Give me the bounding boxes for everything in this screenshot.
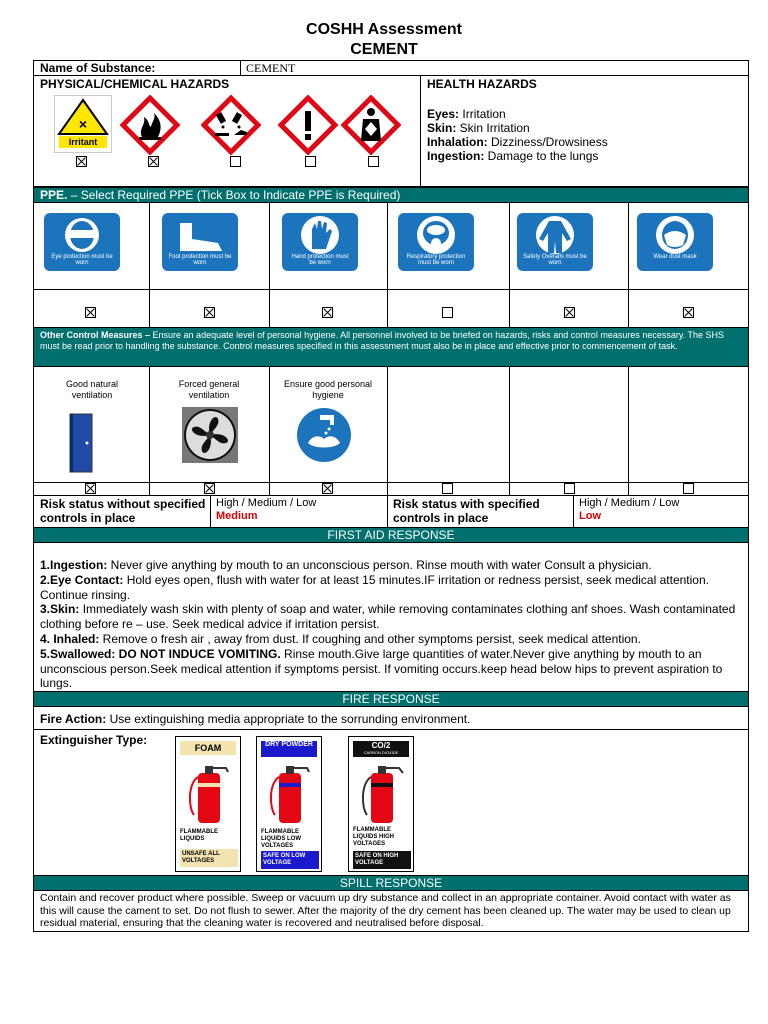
health-item-ingestion: Ingestion: Damage to the lungs: [427, 149, 599, 163]
exclamation-icon: [278, 95, 338, 155]
ppe-checkbox-eye[interactable]: [85, 307, 96, 318]
ppe-caption-dust-mask: Wear dust mask: [653, 254, 697, 260]
hazard-checkbox-flammable[interactable]: [148, 156, 159, 167]
fire-action-row: [33, 706, 749, 730]
ppe-dust-mask: [637, 213, 713, 271]
ppe-safety-overalls: [517, 213, 593, 271]
first-aid-item-swallowed: 5.Swallowed: DO NOT INDUCE VOMITING. Rinse mouth.Give large quantities of water.Never give anything by mouth to an unconscious person.Seek medical attention if symptoms persist. If vomiting occurs.keep head below hips to prevent aspiration to lungs.: [40, 646, 723, 691]
spill-text: Contain and recover product where possible. Sweep or vacuum up dry substance and collect in an appropriate container. Avoid contact with water as this will cause the cament to set. Do not flush to sewer. After the majority of the dry cement has been cleaned up. The water may be used to clean up residual material, ensuring that the cleaning water is recovered and neutralised before disposal.: [40, 892, 731, 929]
extinguisher-co2-flammable: FLAMMABLE LIQUIDS HIGH VOLTAGES: [353, 827, 395, 847]
health-hazard-icon: [341, 95, 401, 155]
hazard-checkbox-health[interactable]: [368, 156, 379, 167]
first-aid-item-eye: 2.Eye Contact: Hold eyes open, flush with water for at least 15 minutes.IF irritation or redness persist, seek medical attention. Continue rinsing.: [40, 572, 709, 602]
extinguisher-co2-safety: SAFE ON HIGH VOLTAGE: [353, 851, 411, 869]
ppe-respiratory-protection: [398, 213, 474, 271]
risk-with-scale: High / Medium / Low: [579, 497, 680, 509]
extinguisher-type-label: Extinguisher Type:: [40, 733, 148, 747]
control-checkbox-4[interactable]: [442, 483, 453, 494]
extinguisher-dry-powder-safety: SAFE ON LOW VOLTAGE: [261, 851, 319, 869]
control-checkbox-forced-ventilation[interactable]: [204, 483, 215, 494]
hazards-section: [33, 75, 749, 187]
spill-section: [33, 890, 749, 932]
irritant-symbol: [54, 95, 112, 153]
document-subtitle: CEMENT: [350, 41, 418, 58]
extinguisher-foam-flammable: FLAMMABLE LIQUIDS: [180, 829, 218, 842]
co2-extinguisher-icon: [357, 763, 407, 825]
risk-with-label: Risk status with specified controls in place: [393, 497, 540, 525]
control-checkbox-natural-ventilation[interactable]: [85, 483, 96, 494]
risk-with-value: Low: [579, 510, 601, 522]
svg-text:×: ×: [78, 116, 88, 132]
risk-without-scale: High / Medium / Low: [216, 497, 317, 509]
extinguisher-foam-label: FOAM: [180, 741, 236, 755]
hazard-checkbox-exclamation[interactable]: [305, 156, 316, 167]
extinguisher-co2: [348, 736, 414, 872]
health-hazards-list: [427, 107, 743, 163]
ppe-caption-eye: Eye protection must be worn: [51, 254, 113, 266]
first-aid-bar: [33, 527, 749, 543]
document-title: COSHH Assessment: [306, 21, 462, 38]
extinguisher-co2-sublabel: CARBON DIOXIDE: [363, 750, 399, 755]
health-item-eyes: Eyes: Irritation: [427, 107, 506, 121]
extinguisher-dry-powder: [256, 736, 322, 872]
substance-value: CEMENT: [246, 61, 296, 75]
foam-extinguisher-icon: [184, 763, 234, 825]
substance-row: [33, 60, 749, 76]
health-hazards-heading: HEALTH HAZARDS: [427, 77, 537, 91]
controls-grid: [33, 366, 749, 496]
hand-wash-icon: [296, 407, 352, 463]
control-measures-bar: [33, 327, 749, 367]
ppe-hand-protection: [282, 213, 358, 271]
spill-response-bar: [33, 875, 749, 891]
ppe-heading-text: – Select Required PPE (Tick Box to Indicate PPE is Required): [67, 188, 401, 202]
extinguisher-co2-label: CO/2: [371, 741, 391, 750]
first-aid-item-inhaled: 4. Inhaled: Remove o fresh air , away from dust. If coughing and other symptoms persist, seek medical attention.: [40, 631, 641, 646]
extinguisher-foam: [175, 736, 241, 872]
health-item-skin: Skin: Skin Irritation: [427, 121, 530, 135]
first-aid-item-ingestion: 1.Ingestion: Never give anything by mouth to an unconscious person. Rinse mouth with water Consult a physician.: [40, 558, 652, 572]
spill-response-heading: SPILL RESPONSE: [339, 876, 443, 890]
ppe-caption-overalls: Safety Overalls must be worn: [523, 254, 587, 266]
ppe-checkbox-dust-mask[interactable]: [683, 307, 694, 318]
hazard-checkbox-irritant[interactable]: [76, 156, 87, 167]
ppe-grid: [33, 202, 749, 328]
fire-response-bar: [33, 691, 749, 707]
fire-action: Fire Action: Use extinguishing media appropriate to the sorrunding environment.: [40, 712, 471, 726]
irritant-label: Irritant: [68, 137, 98, 147]
risk-without-value: Medium: [216, 510, 258, 522]
control-label-hygiene: Ensure good personal hygiene: [283, 379, 373, 400]
ppe-caption-respiratory: Respiratory protection must be worn: [406, 254, 466, 266]
risk-row: [33, 495, 749, 528]
control-label-natural-ventilation: Good natural ventilation: [65, 379, 119, 400]
control-measures-text: Ensure an adequate level of personal hygiene. All personnel involved to be briefed on hazards, risks and control measures necessary. The SHS must be read prior to handling the substance. Control measures specified in this assessment must also be in place and effective prior to commencement of task.: [40, 330, 725, 351]
substance-label: Name of Substance:: [40, 61, 156, 75]
first-aid-item-skin: 3.Skin: Immediately wash skin with plenty of soap and water, while removing contaminates clothing anf shoes. Wash contaminated clothing before re – use. Seek medical advice if irritation persist.: [40, 602, 736, 632]
ppe-checkbox-hand[interactable]: [322, 307, 333, 318]
ppe-heading-bar: [33, 187, 749, 203]
extinguisher-foam-safety: UNSAFE ALL VOLTAGES: [180, 849, 238, 867]
flammable-icon: [120, 95, 180, 155]
door-icon: [69, 413, 93, 473]
control-checkbox-hygiene[interactable]: [322, 483, 333, 494]
first-aid-section: [33, 542, 749, 692]
control-measures-heading: Other Control Measures –: [40, 330, 151, 340]
first-aid-list: [40, 558, 744, 691]
ppe-checkbox-foot[interactable]: [204, 307, 215, 318]
risk-without-label: Risk status without specified controls in place: [40, 497, 206, 525]
health-item-inhalation: Inhalation: Dizziness/Drowsiness: [427, 135, 608, 149]
first-aid-heading: FIRST AID RESPONSE: [327, 528, 455, 542]
ppe-caption-foot: Foot protection must be worn: [168, 254, 232, 266]
ppe-checkbox-overalls[interactable]: [564, 307, 575, 318]
control-checkbox-5[interactable]: [564, 483, 575, 494]
fan-icon: [182, 407, 238, 463]
extinguisher-dry-powder-flammable: FLAMMABLE LIQUIDS LOW VOLTAGES: [261, 829, 301, 849]
dry-powder-extinguisher-icon: [265, 763, 315, 825]
physical-hazards-heading: PHYSICAL/CHEMICAL HAZARDS: [40, 77, 230, 91]
ppe-caption-hand: Hand protection must be worn: [291, 254, 349, 266]
hazard-checkbox-corrosive[interactable]: [230, 156, 241, 167]
control-checkbox-6[interactable]: [683, 483, 694, 494]
extinguisher-co2-band: [353, 741, 409, 757]
extinguisher-dry-powder-label: DRY POWDER: [261, 741, 317, 757]
fire-response-heading: FIRE RESPONSE: [342, 692, 440, 706]
ppe-checkbox-respiratory[interactable]: [442, 307, 453, 318]
corrosive-icon: [201, 95, 261, 155]
control-label-forced-ventilation: Forced general ventilation: [178, 379, 240, 400]
ppe-heading-bold: PPE.: [40, 188, 68, 202]
ppe-foot-protection: [162, 213, 238, 271]
ppe-eye-protection: [44, 213, 120, 271]
